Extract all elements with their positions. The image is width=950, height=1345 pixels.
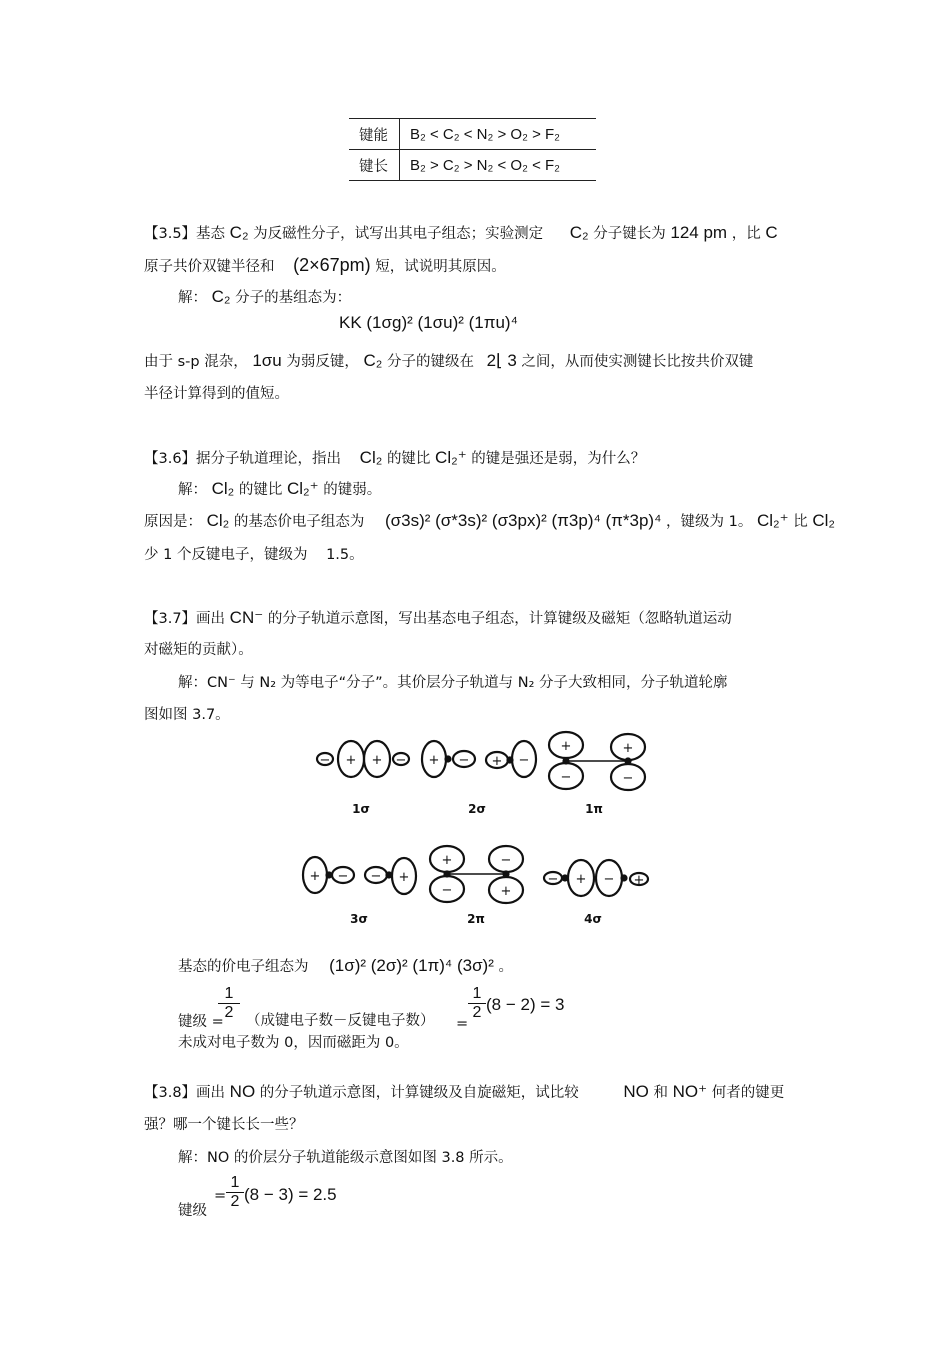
formula: C xyxy=(765,223,778,242)
q35-reason2: 半径计算得到的值短。 xyxy=(144,386,289,402)
formula: NO xyxy=(229,1082,256,1101)
text: 的分子轨道示意图，计算键级及自旋磁矩，试比较 xyxy=(259,1085,579,1101)
svg-text:−: − xyxy=(458,753,470,768)
q38-line1 xyxy=(144,1083,784,1102)
mo-label: 2σ xyxy=(468,802,486,816)
q36-reason1 xyxy=(144,512,835,531)
q37-line2: 对磁矩的贡献）。 xyxy=(144,642,253,658)
formula: C₂ xyxy=(229,223,249,242)
q35-line1 xyxy=(144,224,778,243)
text: 的键是强还是弱，为什么？ xyxy=(471,451,646,467)
mo-1sigma xyxy=(317,741,409,777)
text: 基态的价电子组态为 xyxy=(178,959,309,975)
q35-reason1 xyxy=(144,352,753,371)
text: 少 1 个反键电子，键级为 xyxy=(144,547,308,563)
row-label: 键能 xyxy=(349,119,400,150)
q38-line2: 强？哪一个键长长一些？ xyxy=(144,1117,304,1133)
q37-line1 xyxy=(144,609,732,628)
denominator: 2 xyxy=(218,1003,240,1022)
denominator: 2 xyxy=(226,1192,244,1211)
svg-text:+: + xyxy=(371,753,383,768)
text: 比 xyxy=(793,514,808,530)
q36-sol xyxy=(178,480,381,499)
mo-label: 3σ xyxy=(350,912,368,926)
text: 为弱反键， xyxy=(286,354,359,370)
svg-text:+: + xyxy=(309,869,321,884)
bond-order-label: 键级 xyxy=(178,1203,207,1219)
formula: C₂ xyxy=(211,287,231,306)
text: 为反磁性分子，试写出其电子组态；实验测定 xyxy=(253,226,544,242)
value: 1.5。 xyxy=(326,547,364,563)
text: ，键级为 xyxy=(666,514,724,530)
denominator: 2 xyxy=(468,1003,486,1022)
q35-sol xyxy=(178,288,351,307)
q35-line2 xyxy=(144,256,506,276)
cn-config: (1σ)² (2σ)² (1π)⁴ (3σ)² xyxy=(329,956,494,975)
bond-order-desc: （成键电子数－反键电子数） xyxy=(246,1013,435,1029)
row-value: B₂ > C₂ > N₂ < O₂ < F₂ xyxy=(400,150,597,181)
svg-text:+: + xyxy=(345,753,357,768)
svg-text:−: − xyxy=(500,853,512,868)
formula: Cl₂⁺ xyxy=(756,511,789,530)
formula: (2×67pm) xyxy=(293,255,371,275)
mo-label: 4σ xyxy=(584,912,602,926)
value: 124 pm xyxy=(670,223,728,242)
row-label: 键长 xyxy=(349,150,400,181)
formula: 1σu xyxy=(252,351,282,370)
svg-text:−: − xyxy=(441,883,453,898)
svg-text:+: + xyxy=(500,884,512,899)
text: 的分子轨道示意图，写出基态电子组态，计算键级及磁矩（忽略轨道运动 xyxy=(267,611,732,627)
svg-text:−: − xyxy=(518,753,530,768)
svg-text:+: + xyxy=(398,870,410,885)
numerator: 1 xyxy=(224,985,234,1002)
text: 原因是： xyxy=(144,514,202,530)
text: 的键比 xyxy=(238,482,283,498)
q37-sol1: 解：CN⁻ 与 N₂ 为等电子“分子”。其价层分子轨道与 N₂ 分子大致相同，分子轨道轮廓 xyxy=(178,675,728,691)
text: 之间，从而使实测键长比按共价双键 xyxy=(521,354,754,370)
mo-1pi xyxy=(549,732,645,790)
text: 。 xyxy=(498,959,513,975)
text: 的键比 xyxy=(386,451,431,467)
text: 解： xyxy=(178,290,207,306)
svg-text:−: − xyxy=(603,872,615,887)
mo-2sigma xyxy=(422,741,536,777)
numerator: 1 xyxy=(472,985,482,1002)
svg-text:−: − xyxy=(337,869,349,884)
formula: Cl₂⁺ xyxy=(286,479,319,498)
text: 和 xyxy=(653,1085,668,1101)
q36-reason2 xyxy=(144,546,364,564)
formula: Cl₂ xyxy=(211,479,235,498)
q36-line1 xyxy=(144,449,645,468)
text: 分子的基组态为： xyxy=(235,290,352,306)
formula: NO⁺ xyxy=(672,1082,708,1101)
mo-2pi xyxy=(430,846,523,903)
magnetic-moment: 未成对电子数为 0，因而磁距为 0。 xyxy=(178,1035,409,1051)
text: 分子的键级在 xyxy=(386,354,474,370)
fraction-half-3 xyxy=(226,1174,244,1211)
text: 分子键长为 xyxy=(593,226,666,242)
svg-text:+: + xyxy=(622,741,634,756)
equals: = xyxy=(214,1188,227,1204)
text: 的键弱。 xyxy=(323,482,382,498)
svg-text:+: + xyxy=(575,872,587,887)
formula: C₂ xyxy=(363,351,383,370)
svg-text:−: − xyxy=(547,872,559,887)
value: 1。 xyxy=(728,514,753,530)
text: 解： xyxy=(178,482,207,498)
q37-sol2: 图如图 3.7。 xyxy=(144,707,230,723)
text: ，比 xyxy=(731,226,761,242)
svg-text:+: + xyxy=(441,853,453,868)
svg-text:+: + xyxy=(633,873,645,888)
text: 【3.5】基态 xyxy=(144,226,226,242)
table-row xyxy=(349,150,596,181)
svg-text:+: + xyxy=(560,739,572,754)
svg-text:−: − xyxy=(560,770,572,785)
mo-diagram-figure xyxy=(300,730,660,930)
formula: C₂ xyxy=(569,223,589,242)
cl2-config: (σ3s)² (σ*3s)² (σ3px)² (π3p)⁴ (π*3p)⁴ xyxy=(384,511,662,530)
fraction-half-2 xyxy=(468,985,486,1022)
formula: Cl₂⁺ xyxy=(435,448,467,467)
mo-label: 1σ xyxy=(352,802,370,816)
c2-config: KK (1σg)² (1σu)² (1πu)⁴ xyxy=(339,313,518,332)
table-row xyxy=(349,119,596,150)
formula: CN⁻ xyxy=(229,608,264,627)
text: 的基态价电子组态为 xyxy=(233,514,365,530)
mo-label: 1π xyxy=(585,802,603,816)
text: 何者的键更 xyxy=(711,1085,785,1101)
text: 【3.6】据分子轨道理论，指出 xyxy=(144,451,342,467)
cn-config-line xyxy=(178,957,513,976)
bond-order-value: (8 − 2) = 3 xyxy=(486,995,565,1014)
text: 原子共价双键半径和 xyxy=(144,259,275,275)
svg-text:−: − xyxy=(319,753,331,768)
bond-order-label: 键级 = xyxy=(178,1014,224,1030)
text: 【3.7】画出 xyxy=(144,611,226,627)
mo-4sigma xyxy=(544,860,648,896)
text: 由于 s-p 混杂， xyxy=(144,354,248,370)
formula: NO xyxy=(623,1082,649,1101)
mo-3sigma xyxy=(303,857,416,894)
formula: Cl₂ xyxy=(206,511,230,530)
formula: Cl₂ xyxy=(812,511,835,530)
numerator: 1 xyxy=(230,1174,240,1191)
row-value: B₂ < C₂ < N₂ > O₂ > F₂ xyxy=(400,119,597,150)
text: 【3.8】画出 xyxy=(144,1085,226,1101)
svg-text:+: + xyxy=(491,754,503,769)
text: 短，试说明其原因。 xyxy=(375,259,506,275)
q38-sol: 解：NO 的价层分子轨道能级示意图如图 3.8 所示。 xyxy=(178,1150,513,1166)
svg-text:+: + xyxy=(428,753,440,768)
value: 2⌊ 3 xyxy=(486,351,517,370)
bond-comparison-table xyxy=(349,118,596,181)
svg-text:−: − xyxy=(370,869,382,884)
mo-label: 2π xyxy=(467,912,485,926)
equals: = xyxy=(456,1016,469,1032)
svg-text:−: − xyxy=(622,771,634,786)
bond-order-value: (8 − 3) = 2.5 xyxy=(244,1185,337,1204)
svg-text:−: − xyxy=(395,753,407,768)
formula: Cl₂ xyxy=(359,448,383,467)
